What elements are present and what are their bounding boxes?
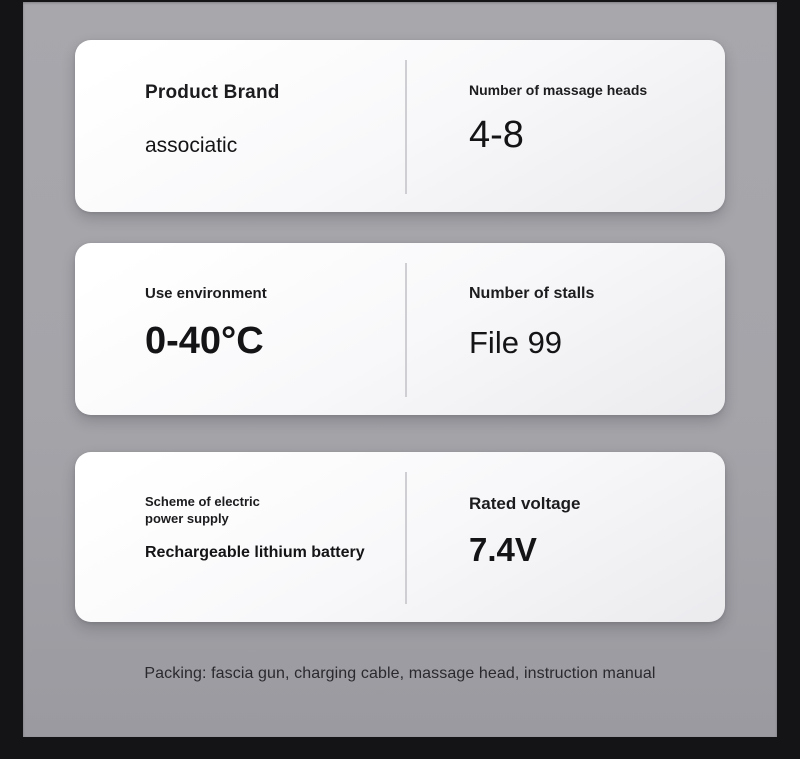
spec-cell-product-brand bbox=[75, 40, 405, 212]
column-divider bbox=[405, 60, 407, 194]
spec-cell-power-supply bbox=[75, 452, 405, 622]
spec-label: Scheme of electric power supply bbox=[145, 494, 260, 526]
spec-cell-massage-heads bbox=[405, 40, 725, 212]
spec-card-power bbox=[75, 452, 725, 622]
column-divider bbox=[405, 472, 407, 604]
spec-label: Rated voltage bbox=[469, 494, 581, 513]
spec-value: 4-8 bbox=[469, 114, 524, 156]
spec-value: 7.4V bbox=[469, 531, 537, 568]
spec-cell-use-environment bbox=[75, 243, 405, 415]
spec-cell-rated-voltage bbox=[405, 452, 725, 622]
spec-label: Number of massage heads bbox=[469, 82, 648, 98]
spec-value: Rechargeable lithium battery bbox=[145, 543, 365, 561]
spec-label: Product Brand bbox=[145, 82, 280, 103]
column-divider bbox=[405, 263, 407, 397]
spec-value: File 99 bbox=[469, 325, 563, 360]
spec-cell-stalls bbox=[405, 243, 725, 415]
spec-label: Number of stalls bbox=[469, 285, 595, 302]
spec-card-brand bbox=[75, 40, 725, 212]
spec-label: Use environment bbox=[145, 285, 267, 302]
packing-note: Packing: fascia gun, charging cable, massage head, instruction manual bbox=[144, 665, 656, 682]
spec-value: 0-40°C bbox=[145, 320, 264, 362]
spec-card-environment bbox=[75, 243, 725, 415]
spec-panel bbox=[23, 2, 777, 737]
spec-value: associatic bbox=[145, 134, 238, 157]
